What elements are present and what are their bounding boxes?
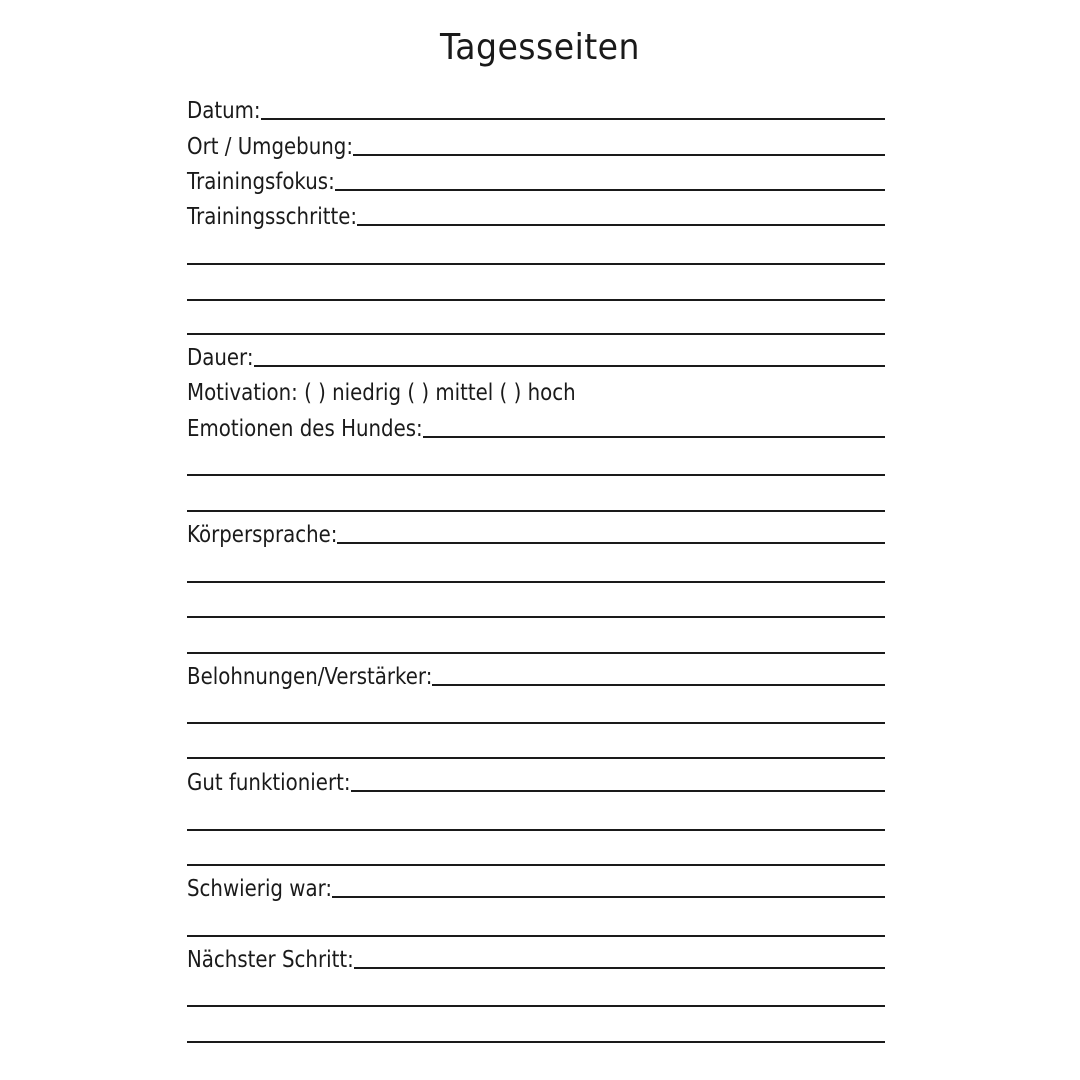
write-line[interactable] bbox=[187, 299, 885, 301]
field-trainingsfokus[interactable] bbox=[187, 165, 885, 195]
write-line[interactable] bbox=[187, 757, 885, 759]
field-koerpersprache[interactable] bbox=[187, 518, 885, 548]
write-line[interactable] bbox=[187, 616, 885, 618]
write-line[interactable] bbox=[187, 1041, 885, 1043]
write-line[interactable] bbox=[187, 864, 885, 866]
field-label-trainingsschritte: Trainingsschritte: bbox=[187, 204, 358, 230]
write-line[interactable] bbox=[353, 154, 885, 156]
field-label-emotionen: Emotionen des Hundes: bbox=[187, 416, 423, 442]
field-motivation[interactable] bbox=[187, 376, 885, 406]
field-label-koerpersprache: Körpersprache: bbox=[187, 522, 338, 548]
field-datum[interactable] bbox=[187, 94, 885, 124]
field-trainingsschritte[interactable] bbox=[187, 200, 885, 230]
write-line[interactable] bbox=[261, 118, 885, 120]
write-line[interactable] bbox=[423, 436, 885, 438]
write-line[interactable] bbox=[187, 652, 885, 654]
write-line[interactable] bbox=[254, 365, 885, 367]
field-label-motivation: Motivation: ( ) niedrig ( ) mittel ( ) hoch bbox=[187, 380, 576, 406]
field-label-gut-funktioniert: Gut funktioniert: bbox=[187, 770, 351, 796]
write-line[interactable] bbox=[187, 1005, 885, 1007]
write-line[interactable] bbox=[187, 722, 885, 724]
write-line[interactable] bbox=[337, 542, 885, 544]
field-label-ort: Ort / Umgebung: bbox=[187, 134, 354, 160]
field-ort[interactable] bbox=[187, 130, 885, 160]
field-gut-funktioniert[interactable] bbox=[187, 766, 885, 796]
field-schwierig-war[interactable] bbox=[187, 872, 885, 902]
field-dauer[interactable] bbox=[187, 341, 885, 371]
page-title: Tagesseiten bbox=[440, 27, 640, 68]
write-line[interactable] bbox=[187, 935, 885, 937]
write-line[interactable] bbox=[432, 684, 885, 686]
field-label-naechster-schritt: Nächster Schritt: bbox=[187, 947, 354, 973]
field-naechster-schritt[interactable] bbox=[187, 943, 885, 973]
field-label-dauer: Dauer: bbox=[187, 345, 254, 371]
write-line[interactable] bbox=[187, 333, 885, 335]
write-line[interactable] bbox=[187, 510, 885, 512]
write-line[interactable] bbox=[187, 263, 885, 265]
field-label-trainingsfokus: Trainingsfokus: bbox=[187, 169, 335, 195]
write-line[interactable] bbox=[335, 189, 885, 191]
write-line[interactable] bbox=[357, 224, 885, 226]
write-line[interactable] bbox=[187, 474, 885, 476]
write-line[interactable] bbox=[332, 896, 885, 898]
field-emotionen[interactable] bbox=[187, 412, 885, 442]
write-line[interactable] bbox=[187, 829, 885, 831]
write-line[interactable] bbox=[351, 790, 886, 792]
field-belohnungen[interactable] bbox=[187, 660, 885, 690]
write-line[interactable] bbox=[354, 967, 885, 969]
field-label-datum: Datum: bbox=[187, 98, 261, 124]
field-label-belohnungen: Belohnungen/Verstärker: bbox=[187, 664, 433, 690]
field-label-schwierig-war: Schwierig war: bbox=[187, 876, 333, 902]
write-line[interactable] bbox=[187, 581, 885, 583]
